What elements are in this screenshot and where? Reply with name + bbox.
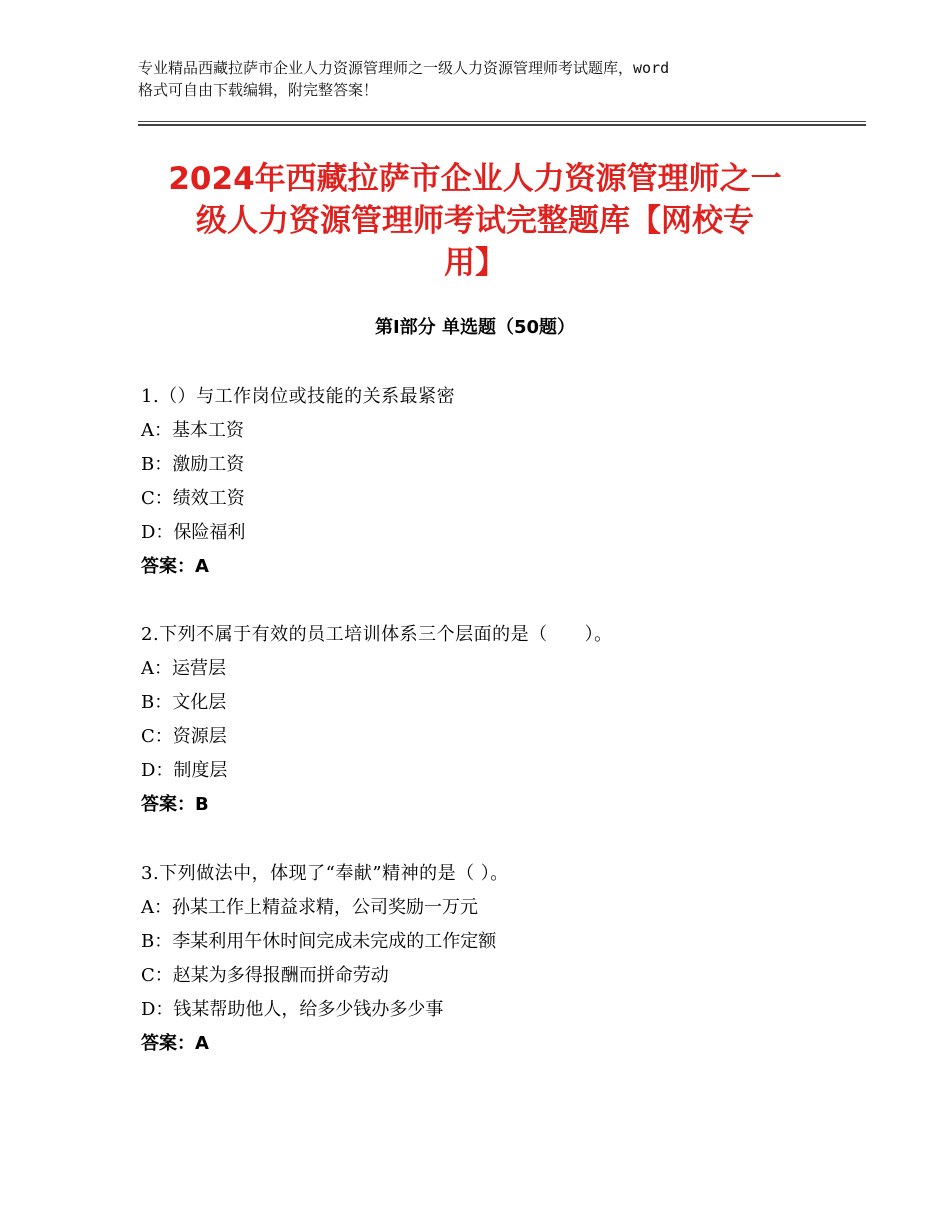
option-b: B：激励工资 xyxy=(141,454,245,475)
answer-label: 答案：A xyxy=(141,556,209,577)
header-divider-thick xyxy=(138,124,866,126)
question-3 xyxy=(141,859,841,1063)
option-d: D：保险福利 xyxy=(141,522,246,543)
question-2 xyxy=(141,620,841,824)
option-b: B：李某利用午休时间完成未完成的工作定额 xyxy=(141,931,497,952)
question-1 xyxy=(141,382,841,586)
header-note-line-2: 格式可自由下载编辑，附完整答案！ xyxy=(138,81,379,99)
question-stem: 2.下列不属于有效的员工培训体系三个层面的是（ ）。 xyxy=(141,624,613,645)
document-title-line-1: 2024年西藏拉萨市企业人力资源管理师之一 xyxy=(168,161,782,197)
option-c: C：赵某为多得报酬而拼命劳动 xyxy=(141,965,389,986)
answer-label: 答案：A xyxy=(141,1033,209,1054)
document-title xyxy=(130,158,820,284)
question-stem: 1.（）与工作岗位或技能的关系最紧密 xyxy=(141,386,456,407)
option-c: C：绩效工资 xyxy=(141,488,245,509)
header-note-line-1: 专业精品西藏拉萨市企业人力资源管理师之一级人力资源管理师考试题库，word xyxy=(138,59,670,77)
header-divider-thin xyxy=(138,121,866,122)
option-a: A：基本工资 xyxy=(141,420,244,441)
option-a: A：运营层 xyxy=(141,658,226,679)
option-c: C：资源层 xyxy=(141,726,227,747)
document-title-line-2: 级人力资源管理师考试完整题库【网校专 xyxy=(196,203,754,239)
section-heading: 第Ⅰ部分 单选题（50题） xyxy=(374,317,575,338)
question-stem: 3.下列做法中，体现了“奉献”精神的是（ ）。 xyxy=(141,863,509,884)
option-d: D：钱某帮助他人，给多少钱办多少事 xyxy=(141,999,444,1020)
option-a: A：孙某工作上精益求精，公司奖励一万元 xyxy=(141,897,478,918)
answer-label: 答案：B xyxy=(141,794,209,815)
header-note xyxy=(138,57,828,101)
document-title-line-3: 用】 xyxy=(444,245,506,281)
option-b: B：文化层 xyxy=(141,692,227,713)
option-d: D：制度层 xyxy=(141,760,228,781)
